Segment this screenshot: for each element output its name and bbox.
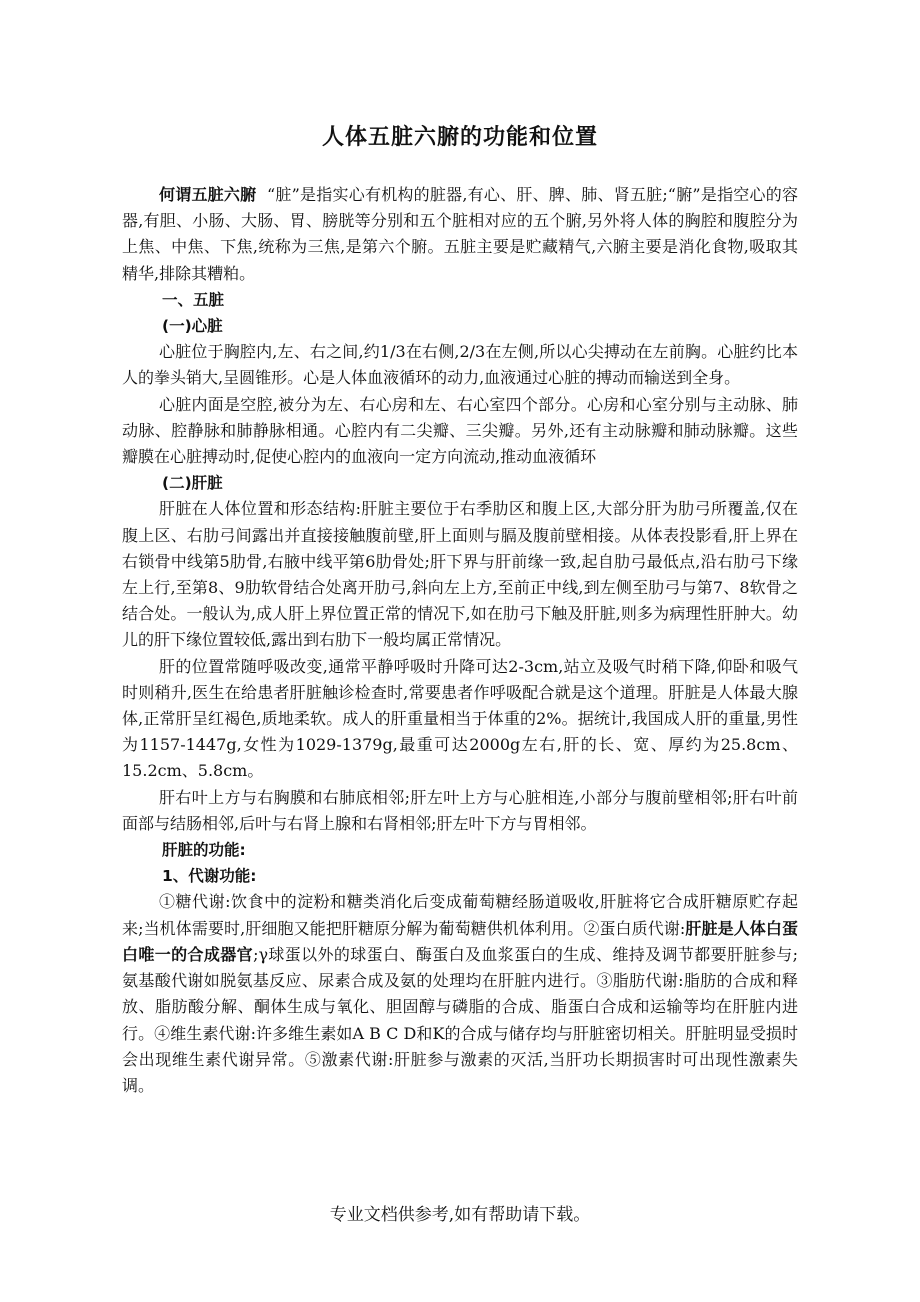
liver-paragraph-1: 肝脏在人体位置和形态结构:肝脏主要位于右季肋区和腹上区,大部分肝为肋弓所覆盖,仅在腹上区、右肋弓间露出并直接接触腹前壁,肝上面则与膈及腹前壁相接。从体表投影看,肝上界在右锁骨中线第5肋骨,右腋中线平第6肋骨处;肝下界与肝前缘一致,起自肋弓最低点,沿右肋弓下缘左上行,至第8、9肋软骨结合处离开肋弓,斜向左上方,至前正中线,到左侧至肋弓与第7、8软骨之结合处。一般认为,成人肝上界位置正常的情况下,如在肋弓下触及肝脏,则多为病理性肝肿大。幼儿的肝下缘位置较低,露出到右肋下一般均属正常情况。 bbox=[122, 499, 798, 650]
heading-heart: (一)心脏 bbox=[162, 317, 223, 336]
section-heading-five-organs: 一、五脏 bbox=[162, 290, 225, 309]
metabolism-emphasis: 肝脏是人体白蛋白唯一的合成器官 bbox=[122, 918, 798, 964]
heading-liver: (二)肝脏 bbox=[162, 474, 223, 493]
intro-paragraph bbox=[122, 182, 798, 287]
page-footer: 专业文档供参考,如有帮助请下载。 bbox=[329, 1205, 591, 1225]
intro-text: “脏”是指实心有机构的脏器,有心、肝、脾、肺、肾五脏;“腑”是指空心的容器,有胆、小肠、大肠、胃、膀胱等分别和五个脏相对应的五个腑,另外将人体的胸腔和腹腔分为上焦、中焦、下焦,统称为三焦,是第六个腑。五脏主要是贮藏精气,六腑主要是消化食物,吸取其精华,排除其糟粕。 bbox=[122, 185, 798, 283]
metabolism-text-a: ①糖代谢:饮食中的淀粉和糖类消化后变成葡萄糖经肠道吸收,肝脏将它合成肝糖原贮存起来;当机体需要时,肝细胞又能把肝糖原分解为葡萄糖供机体利用。②蛋白质代谢: bbox=[122, 892, 798, 938]
heart-paragraph-2: 心脏内面是空腔,被分为左、右心房和左、右心室四个部分。心房和心室分别与主动脉、肺动脉、腔静脉和肺静脉相通。心腔内有二尖瓣、三尖瓣。另外,还有主动脉瓣和肺动脉瓣。这些瓣膜在心脏搏动时,促使心腔内的血液向一定方向流动,推动血液循环 bbox=[122, 394, 798, 467]
heading-liver-functions: 肝脏的功能: bbox=[162, 841, 246, 860]
heading-metabolism: 1、代谢功能: bbox=[162, 867, 257, 886]
heart-paragraph-1: 心脏位于胸腔内,左、右之间,约1/3在右侧,2/3在左侧,所以心尖搏动在左前胸。心脏约比本人的拳头销大,呈圆锥形。心是人体血液循环的动力,血液通过心脏的搏动而输送到全身。 bbox=[122, 342, 798, 388]
metabolism-text-c: ;γ球蛋以外的球蛋白、酶蛋白及血浆蛋白的生成、维持及调节都要肝脏参与;氨基酸代谢如脱氨基反应、尿素合成及氨的处理均在肝脏内进行。③脂肪代谢:脂肪的合成和释放、脂肪酸分解、酮体生成与氧化、胆固醇与磷脂的合成、脂蛋白合成和运输等均在肝脏内进行。④维生素代谢:许多维生素如A B C D和K的合成与储存均与肝脏密切相关。肝脏明显受损时会出现维生素代谢异常。⑤激素代谢:肝脏参与激素的灭活,当肝功长期损害时可出现性激素失调。 bbox=[122, 944, 798, 1095]
liver-paragraph-3: 肝右叶上方与右胸膜和右肺底相邻;肝左叶上方与心脏相连,小部分与腹前壁相邻;肝右叶前面部与结肠相邻,后叶与右肾上腺和右肾相邻;肝左叶下方与胃相邻。 bbox=[122, 787, 798, 833]
metabolism-paragraph bbox=[122, 889, 798, 1099]
document-body bbox=[122, 182, 798, 1099]
document-title: 人体五脏六腑的功能和位置 bbox=[321, 125, 598, 150]
intro-lead: 何谓五脏六腑 bbox=[159, 185, 257, 204]
liver-paragraph-2: 肝的位置常随呼吸改变,通常平静呼吸时升降可达2-3cm,站立及吸气时稍下降,仰卧和吸气时则稍升,医生在给患者肝脏触诊检查时,常要患者作呼吸配合就是这个道理。肝脏是人体最大腺体,正常肝呈红褐色,质地柔软。成人的肝重量相当于体重的2%。据统计,我国成人肝的重量,男性为1157-1447g,女性为1029-1379g,最重可达2000g左右,肝的长、宽、厚约为25.8cm、15.2cm、5.8cm。 bbox=[122, 656, 798, 781]
